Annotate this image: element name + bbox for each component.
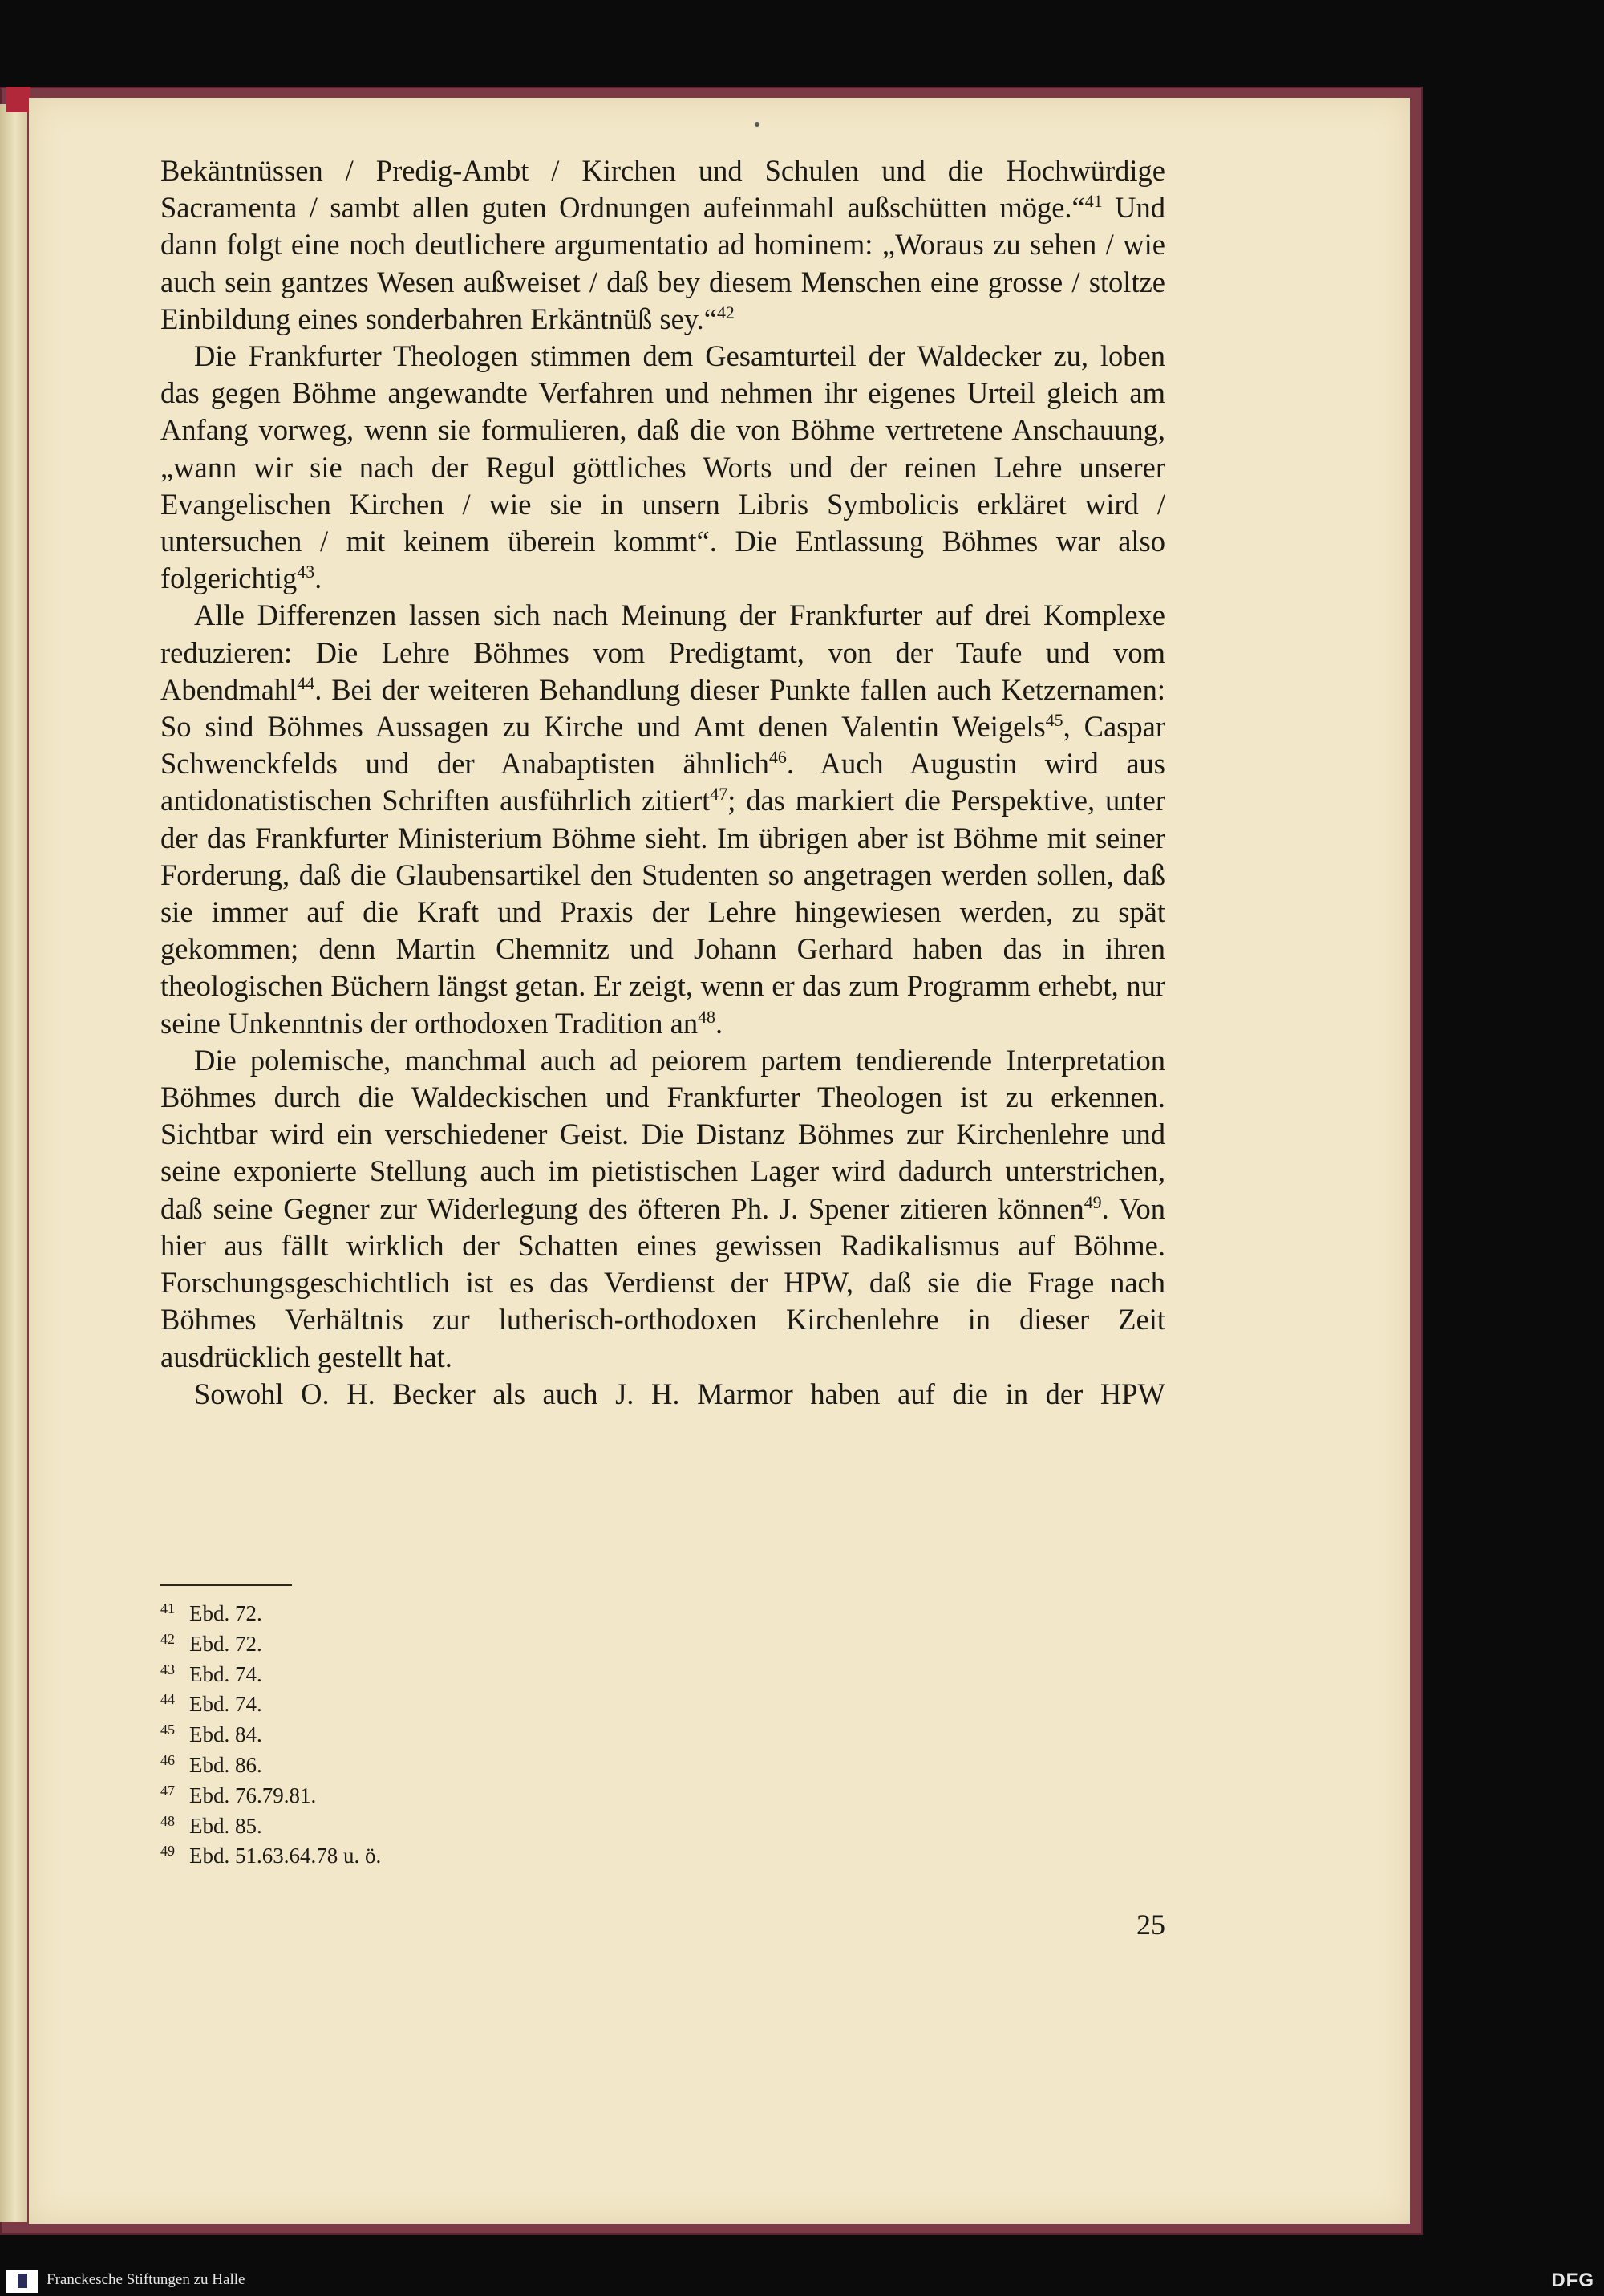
footnote-text: Ebd. 72.: [189, 1601, 262, 1625]
footnote-separator: [160, 1584, 292, 1586]
footnote: [160, 1811, 722, 1842]
institution-logo: [6, 2270, 38, 2293]
footnote-number: 42: [160, 1630, 175, 1647]
body-paragraph: [160, 152, 1165, 338]
text-run: Die Frankfurter Theologen stimmen dem Gesamturteil der Waldecker zu, loben das gegen Böhme angewandte Verfahren und nehmen ihr eigenes Urteil gleich am Anfang vorweg, wenn sie formulieren, daß die von Böhme vertretene Anschauung, „wann wir sie nach der Regul göttliches Worts und der reinen Lehre unserer Evangelischen Kirchen / wie sie in unsern Libris Symbolicis erkläret wird / untersuchen / mit keinem überein kommt“. Die Entlassung Böhmes war also folgerichtig: [160, 339, 1165, 595]
footnote: [160, 1629, 722, 1660]
body-text: [160, 152, 1165, 1413]
text-run: . Bei der weiteren Behandlung dieser Punkte fallen auch Ketzernamen: So sind Böhmes Aussagen zu Kirche und Amt denen Valentin Weigels: [160, 672, 1165, 744]
footnote-reference: 41: [1084, 191, 1103, 212]
footnote-number: 41: [160, 1600, 175, 1617]
footnote: [160, 1599, 722, 1629]
text-run: Und dann folgt eine noch deutlichere argumentatio ad hominem: „Woraus zu sehen / wie auch sein gantzes Wesen außweiset / daß bey diesem Menschen eine grosse / stoltze Einbildung eines sonderbahren Erkäntnüß sey.“: [160, 191, 1165, 335]
text-run: Die polemische, manchmal auch ad peiorem partem tendierende Interpretation Böhmes durch die Waldeckischen und Frankfurter Theologen ist zu erkennen. Sichtbar wird ein verschiedener Geist. Die Distanz Böhmes zur Kirchenlehre und seine exponierte Stellung auch im pietistischen Lager wird dadurch unterstrichen, daß seine Gegner zur Widerlegung des öfteren Ph. J. Spener zitieren können: [160, 1043, 1165, 1225]
footnote: [160, 1690, 722, 1720]
footnote-number: 43: [160, 1661, 175, 1677]
footnote: [160, 1660, 722, 1690]
page-number: 25: [1136, 1909, 1165, 1941]
text-run: Sowohl O. H. Becker als auch J. H. Marmor haben auf die in der HPW: [194, 1377, 1165, 1410]
footnote-number: 45: [160, 1722, 175, 1738]
footnote-number: 48: [160, 1812, 175, 1829]
text-run: . Auch Augustin wird aus antidonatistischen Schriften ausführlich zitiert: [160, 747, 1165, 817]
footnote-text: Ebd. 72.: [189, 1631, 262, 1656]
footnote-reference: 44: [297, 672, 315, 693]
footnote: [160, 1750, 722, 1781]
footnote-text: Ebd. 74.: [189, 1692, 262, 1717]
page-stack-edge: [0, 104, 27, 2222]
footnote-reference: 49: [1084, 1191, 1102, 1212]
footnotes: [160, 1599, 722, 1872]
paper-speck: [755, 122, 759, 127]
footnote-text: Ebd. 85.: [189, 1813, 262, 1838]
text-run: , Caspar Schwenckfelds und der Anabaptisten ähnlich: [160, 710, 1165, 781]
body-paragraph: [160, 1042, 1165, 1376]
text-run: ; das markiert die Perspektive, unter der das Frankfurter Ministerium Böhme sieht. Im übrigen aber ist Böhme mit seiner Forderung, daß die Glaubensartikel den Studenten so angetragen werden sollen, daß sie immer auf die Kraft und Praxis der Lehre hingewiesen werden, zu spät gekommen; denn Martin Chemnitz und Johann Gerhard haben das in ihren theologischen Büchern längst getan. Er zeigt, wenn er das zum Programm erhebt, nur seine Unkenntnis der orthodoxen Tradition an: [160, 784, 1165, 1040]
footnote-text: Ebd. 74.: [189, 1661, 262, 1686]
footnote: [160, 1781, 722, 1811]
footnote-number: 47: [160, 1782, 175, 1799]
institution-name: Franckesche Stiftungen zu Halle: [47, 2271, 245, 2288]
footnote-reference: 45: [1045, 709, 1063, 730]
text-run: Bekäntnüssen / Predig-Ambt / Kirchen und Schulen und die Hochwürdige Sacramenta / sambt allen guten Ordnungen aufeinmahl außschütten möge.“: [160, 154, 1165, 225]
footnote-number: 49: [160, 1843, 175, 1860]
text-run: .: [715, 1006, 723, 1040]
body-paragraph: [160, 597, 1165, 1041]
institution-logo-icon: [18, 2274, 27, 2288]
body-paragraph: [160, 338, 1165, 597]
footnote-reference: 46: [768, 747, 787, 768]
dfg-logo: DFG: [1551, 2270, 1594, 2291]
footnote-text: Ebd. 51.63.64.78 u. ö.: [189, 1844, 382, 1868]
footnote: [160, 1841, 722, 1872]
footnote-text: Ebd. 76.79.81.: [189, 1783, 317, 1807]
footnote-reference: 42: [716, 302, 735, 322]
footnote-reference: 48: [698, 1006, 715, 1027]
text-run: .: [314, 562, 322, 595]
footnote-reference: 47: [710, 784, 728, 805]
text-run: . Von hier aus fällt wirklich der Schatten eines gewissen Radikalismus auf Böhme. Forschungsgeschichtlich ist es das Verdienst der HPW, daß sie die Frage nach Böhmes Verhältnis zur lutherisch-orthodoxen Kirchenlehre in dieser Zeit ausdrücklich gestellt hat.: [160, 1191, 1165, 1373]
footnote-text: Ebd. 86.: [189, 1752, 262, 1777]
text-run: Alle Differenzen lassen sich nach Meinung der Frankfurter auf drei Komplexe reduzieren: Die Lehre Böhmes vom Predigtamt, von der Taufe und vom Abendmahl: [160, 598, 1165, 706]
footnote-text: Ebd. 84.: [189, 1722, 262, 1747]
footnote: [160, 1720, 722, 1750]
body-paragraph: [160, 1376, 1165, 1413]
bookmark-ribbon: [6, 87, 30, 112]
footnote-number: 44: [160, 1691, 175, 1708]
footnote-number: 46: [160, 1751, 175, 1768]
footnote-reference: 43: [297, 562, 315, 582]
